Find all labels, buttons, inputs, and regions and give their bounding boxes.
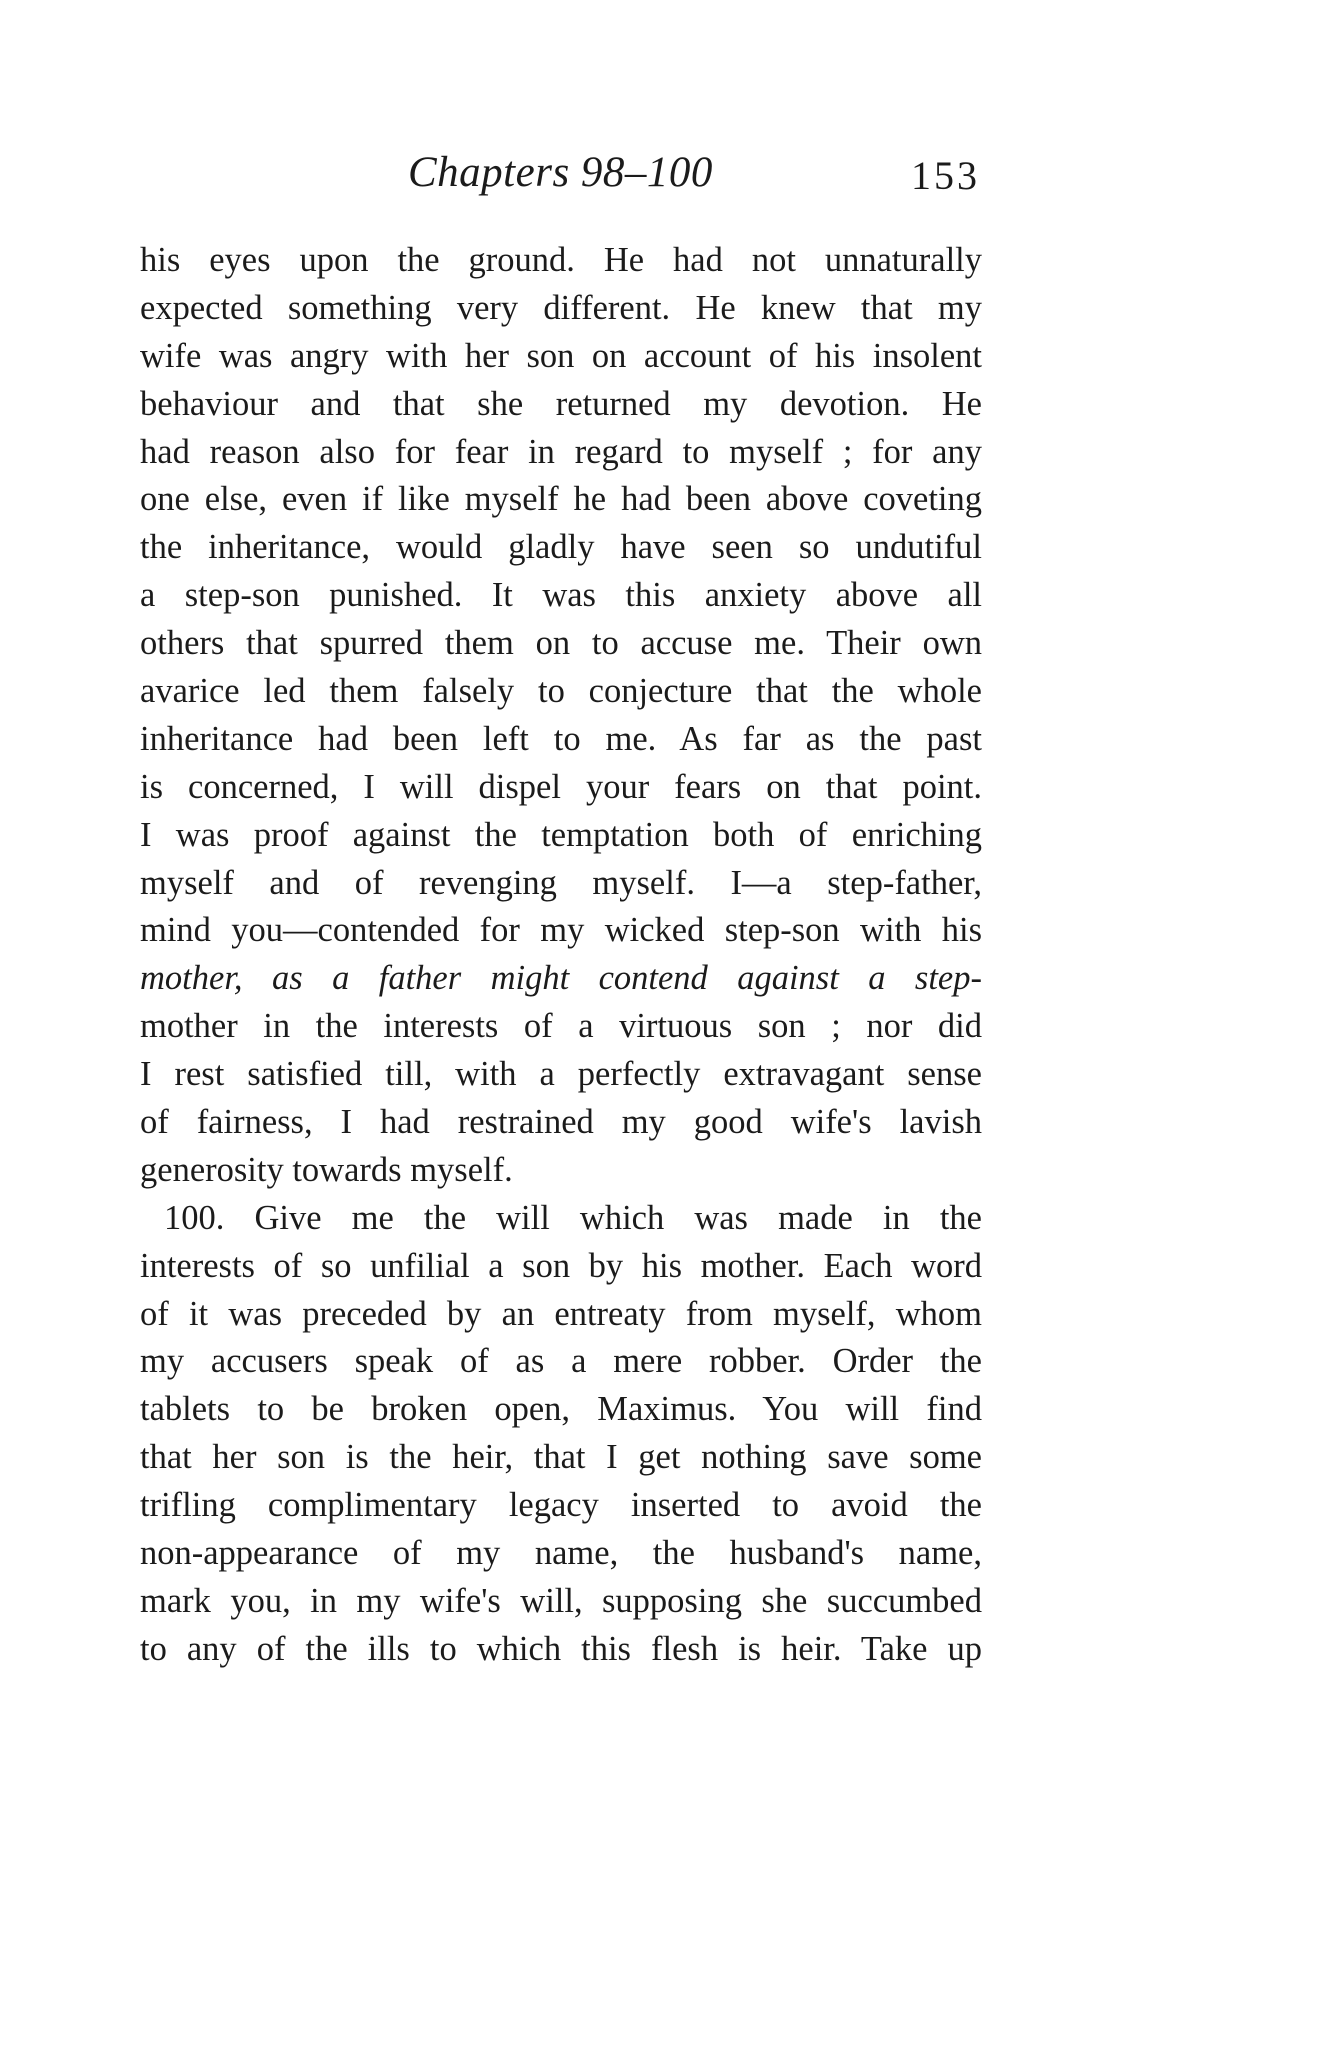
- text-line: my accusers speak of as a mere robber. Order the: [140, 1342, 982, 1381]
- text-line: I was proof against the temptation both of enriching: [140, 815, 982, 854]
- text-line: interests of so unfilial a son by his mother. Each word: [140, 1246, 982, 1285]
- chapter-title: Chapters 98–100: [408, 149, 713, 196]
- section-start-line: 100. Give me the will which was made in the: [164, 1198, 982, 1237]
- text-line: I rest satisfied till, with a perfectly extravagant sense: [140, 1055, 982, 1094]
- text-line: others that spurred them on to accuse me. Their own: [140, 624, 982, 663]
- text-line: expected something very different. He knew that my: [140, 288, 982, 327]
- text-line: avarice led them falsely to conjecture that the whole: [140, 672, 982, 711]
- body-text: [140, 237, 982, 1674]
- text-line: his eyes upon the ground. He had not unnaturally: [140, 241, 982, 279]
- page-number: 153: [911, 153, 980, 198]
- text-line: behaviour and that she returned my devotion. He: [140, 384, 982, 423]
- text-line: non-appearance of my name, the husband's name,: [140, 1534, 982, 1573]
- text-line: the inheritance, would gladly have seen so undutiful: [140, 528, 982, 567]
- text-line: wife was angry with her son on account of his insolent: [140, 336, 982, 375]
- text-line: of fairness, I had restrained my good wife's lavish: [140, 1103, 982, 1142]
- text-line: a step-son punished. It was this anxiety above all: [140, 576, 982, 615]
- text-line: trifling complimentary legacy inserted to avoid the: [140, 1486, 982, 1525]
- text-line: myself and of revenging myself. I—a step-father,: [140, 863, 982, 902]
- text-line: mark you, in my wife's will, supposing she succumbed: [140, 1581, 982, 1620]
- text-line: that her son is the heir, that I get nothing save some: [140, 1438, 982, 1477]
- text-line: to any of the ills to which this flesh is heir. Take up: [140, 1629, 982, 1668]
- text-line: of it was preceded by an entreaty from myself, whom: [140, 1294, 982, 1333]
- text-line: generosity towards myself.: [140, 1150, 513, 1189]
- text-line: inheritance had been left to me. As far as the past: [140, 719, 982, 758]
- text-line: mother, as a father might contend against a step-: [140, 959, 982, 998]
- text-line: mother in the interests of a virtuous son ; nor did: [140, 1007, 982, 1046]
- text-line: is concerned, I will dispel your fears on that point.: [140, 767, 982, 806]
- text-line: had reason also for fear in regard to myself ; for any: [140, 432, 982, 471]
- text-line: mind you—contended for my wicked step-son with his: [140, 911, 982, 950]
- text-line: one else, even if like myself he had been above coveting: [140, 480, 982, 519]
- text-line: tablets to be broken open, Maximus. You will find: [140, 1390, 982, 1429]
- running-head: [140, 148, 990, 208]
